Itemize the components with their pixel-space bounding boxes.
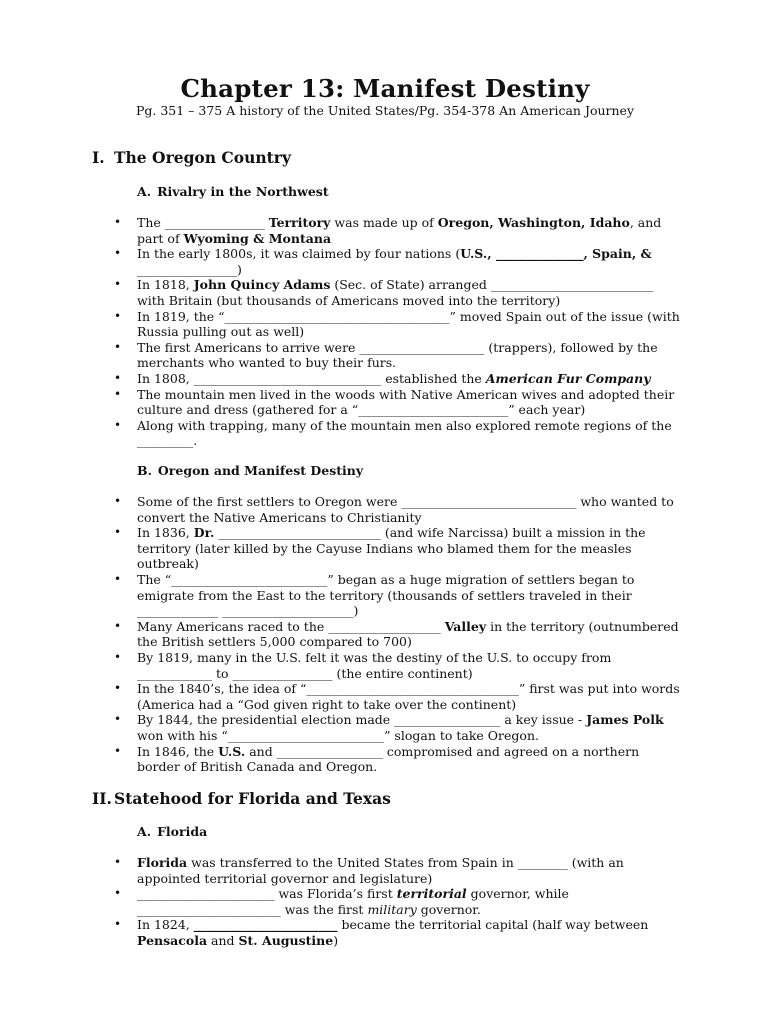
text-run: was made up of: [330, 215, 438, 230]
bullet-icon: •: [114, 649, 122, 664]
list-item: [0, 525, 681, 572]
list-item: [0, 309, 681, 340]
subsection-heading: [137, 824, 207, 840]
subsection-letter: A.: [137, 824, 152, 839]
bullet-icon: •: [114, 743, 122, 758]
bullet-icon: •: [114, 681, 122, 696]
bullet-icon: •: [114, 618, 122, 633]
text-run: In 1808, ______________________________ established the: [137, 370, 486, 386]
text-run: Oregon, Washington, Idaho: [437, 215, 630, 230]
text-run: ________________): [137, 261, 242, 277]
bullet-icon: •: [114, 308, 122, 323]
text-run: In 1818,: [137, 277, 194, 293]
text-run: __________________________ (and wife Narcissa) built a mission in the territory (later killed by the Cayuse Indians who blamed them for the measles outbreak): [137, 525, 646, 572]
text-run: , and part of: [137, 215, 662, 246]
text-run: In 1819, the “____________________________________” moved Spain out of the issue (with Russia pulling out as well): [137, 308, 680, 340]
section-number: II.: [92, 789, 112, 808]
text-run: The mountain men lived in the woods with Native American wives and adopted their culture and dress (gathered for a “________________________” each year): [137, 386, 675, 418]
section-title: Statehood for Florida and Texas: [114, 789, 391, 808]
text-run: The first Americans to arrive were ____________________ (trappers), followed by the merchants who wanted to buy their furs.: [137, 339, 658, 371]
subsection-heading: [137, 184, 329, 200]
bullet-icon: •: [114, 246, 122, 261]
list-item: [0, 418, 681, 449]
bullet-icon: •: [114, 417, 122, 432]
list-item: [0, 277, 681, 308]
bullet-icon: •: [114, 571, 122, 586]
section-heading: [92, 789, 391, 809]
list-item: [0, 712, 681, 743]
list-item: [0, 681, 681, 712]
text-run: In 1824,: [137, 917, 194, 933]
subsection-letter: A.: [137, 184, 152, 199]
text-run: and: [207, 932, 239, 948]
text-run: American Fur Company: [485, 370, 651, 386]
text-run: St. Augustine: [238, 932, 334, 948]
text-run: Some of the first settlers to Oregon were ____________________________ who wanted to convert the Native Americans to Christianity: [137, 494, 674, 525]
list-item: [0, 650, 681, 681]
bullet-list: [0, 215, 770, 449]
text-run: Territory: [268, 215, 331, 230]
text-run: Pensacola: [137, 932, 208, 948]
text-run: U.S.: [218, 743, 246, 759]
text-run: won with his “_________________________” slogan to take Oregon.: [137, 727, 539, 743]
page-title: Chapter 13: Manifest Destiny: [180, 74, 590, 103]
text-run: governor, while _______________________ was the first: [137, 886, 569, 917]
text-run: Dr.: [193, 525, 215, 541]
page-subtitle: Pg. 351 – 375 A history of the United States/Pg. 354-378 An American Journey: [135, 103, 635, 118]
text-run: By 1844, the presidential election made _________________ a key issue -: [137, 712, 587, 728]
text-run: territorial: [396, 886, 467, 902]
list-item: [0, 744, 681, 775]
text-run: became the territorial capital (half way between: [337, 917, 649, 933]
text-run: In the 1840’s, the idea of “__________________________________” first was put into words (America had a “God given right to take over the continent): [137, 681, 680, 712]
list-item: [0, 387, 681, 418]
text-run: In 1846, the: [137, 743, 219, 759]
list-item: [0, 619, 681, 650]
text-run: The “_________________________” began as a huge migration of settlers began to emigrate from the East to the territory (thousands of settlers traveled in their _____________ _____________________): [137, 571, 635, 619]
list-item: [0, 340, 681, 371]
list-item: [0, 215, 681, 246]
text-run: ): [333, 932, 339, 948]
list-item: [0, 572, 681, 619]
bullet-icon: •: [114, 277, 122, 292]
bullet-icon: •: [114, 917, 122, 932]
bullet-list: [0, 494, 770, 775]
text-run: Along with trapping, many of the mountain men also explored remote regions of the _________.: [137, 417, 672, 449]
subsection-letter: B.: [137, 463, 152, 478]
bullet-list: [0, 855, 770, 949]
list-item: [0, 371, 681, 387]
bullet-icon: •: [114, 525, 122, 540]
section-heading: [92, 148, 291, 168]
bullet-icon: •: [114, 339, 122, 354]
text-run: Florida: [137, 855, 188, 870]
text-run: military: [367, 901, 417, 917]
subsection-title: Oregon and Manifest Destiny: [157, 463, 364, 478]
subsection-title: Florida: [157, 824, 208, 839]
text-run: Wyoming & Montana: [183, 230, 332, 246]
text-run: (Sec. of State) arranged __________________________ with Britain (but thousands of Americans moved into the territory): [137, 277, 654, 308]
subsection-heading: [137, 463, 363, 479]
bullet-icon: •: [114, 370, 122, 385]
subsection-title: Rivalry in the Northwest: [157, 184, 329, 199]
list-item: [0, 494, 681, 525]
bullet-icon: •: [114, 386, 122, 401]
bullet-icon: •: [114, 886, 122, 901]
bullet-icon: •: [114, 855, 122, 869]
text-run: Many Americans raced to the __________________: [137, 618, 445, 634]
list-item: [0, 246, 681, 277]
text-run: Valley: [444, 618, 487, 634]
text-run: ______________________ was Florida’s first: [137, 886, 397, 902]
text-run: In the early 1800s, it was claimed by four nations (: [137, 246, 461, 262]
text-run: James Polk: [586, 712, 664, 728]
text-run: The ________________: [137, 215, 269, 230]
section-number: I.: [92, 148, 105, 167]
text-run: John Quincy Adams: [193, 277, 331, 293]
text-run: U.S., ______________, Spain, &: [460, 246, 652, 262]
text-run: In 1836,: [137, 525, 194, 541]
bullet-icon: •: [114, 494, 122, 508]
text-run: in the territory (outnumbered the British settlers 5,000 compared to 700): [137, 618, 679, 650]
text-run: governor.: [416, 901, 481, 917]
text-run: _______________________: [193, 917, 338, 933]
list-item: [0, 855, 681, 886]
section-title: The Oregon Country: [114, 148, 291, 167]
text-run: and _________________ compromised and agreed on a northern border of British Canada and Oregon.: [137, 743, 640, 775]
text-run: By 1819, many in the U.S. felt it was the destiny of the U.S. to occupy from ____________ to ________________ (the entire continent): [137, 649, 612, 681]
bullet-icon: •: [114, 215, 122, 229]
list-item: [0, 886, 681, 917]
list-item: [0, 917, 681, 948]
text-run: was transferred to the United States from Spain in ________ (with an appointed territorial governor and legislature): [137, 855, 624, 886]
bullet-icon: •: [114, 712, 122, 727]
